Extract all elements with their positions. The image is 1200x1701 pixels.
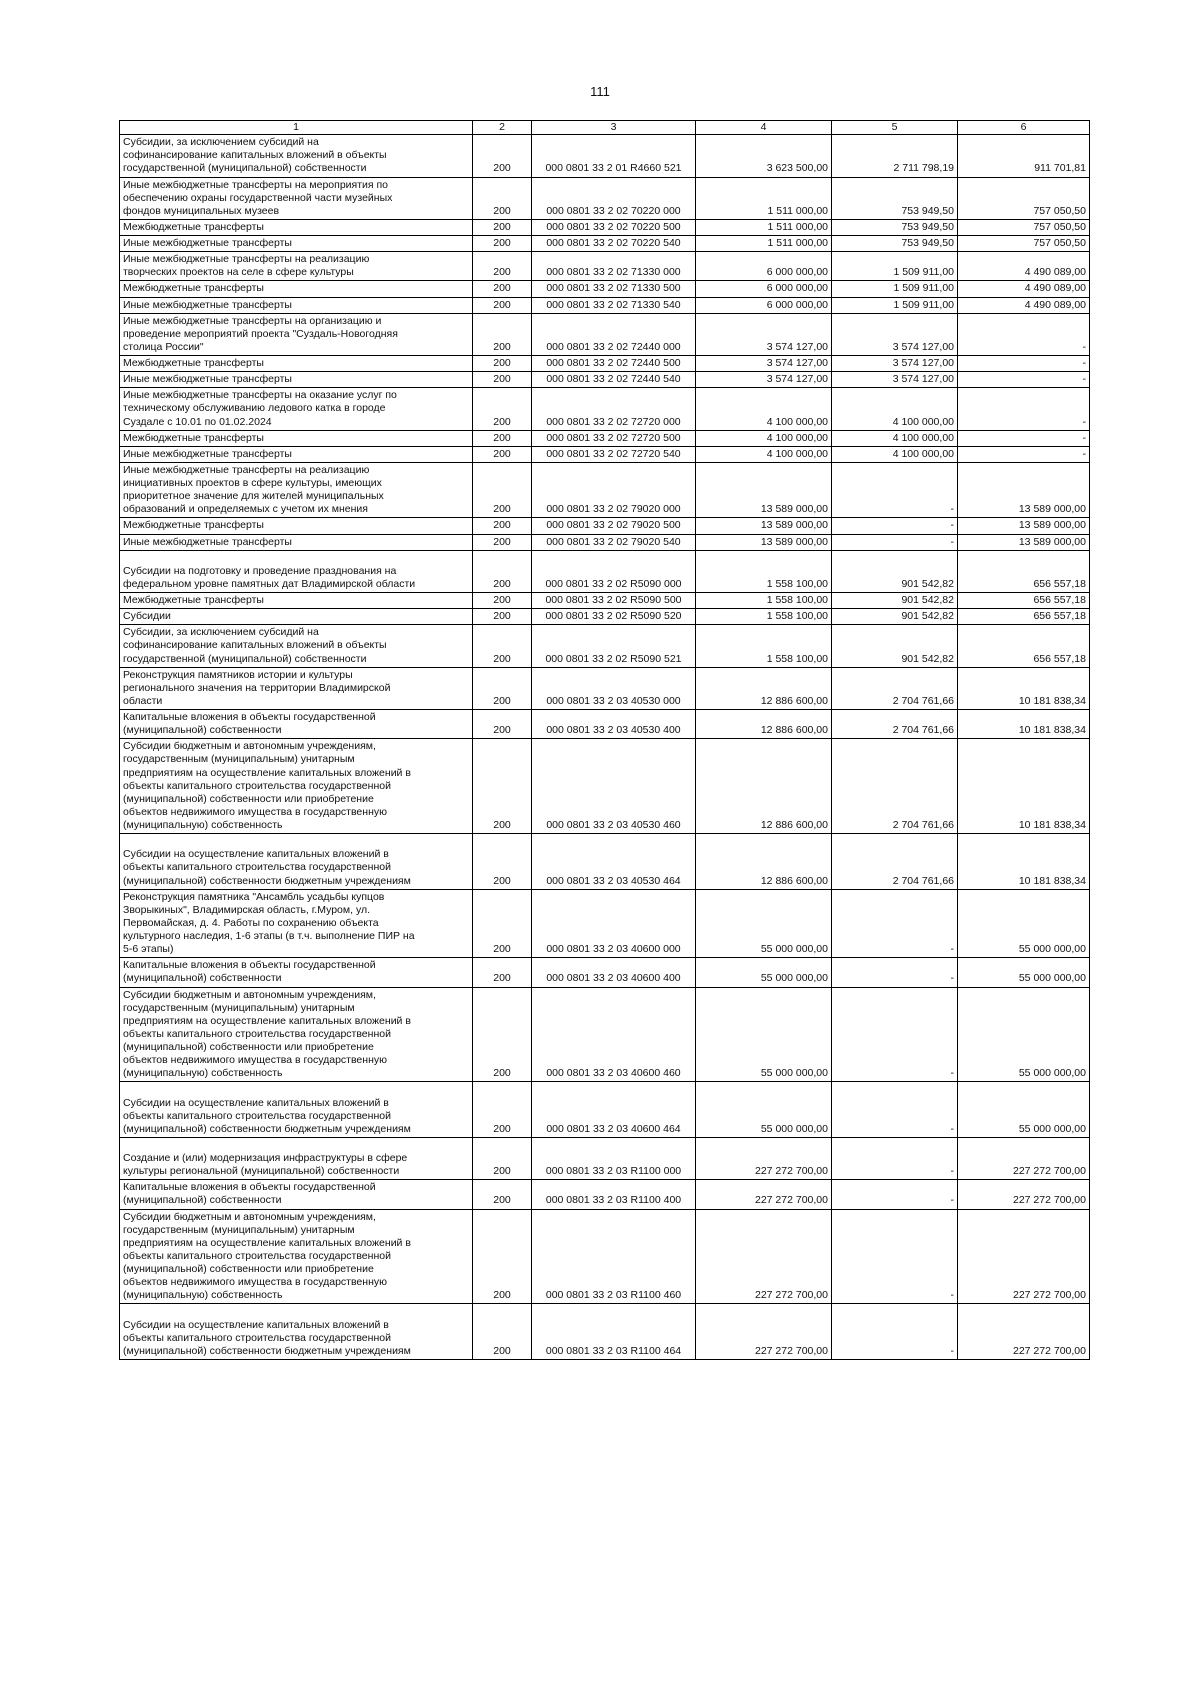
row-amount-plan-cell: 12 886 600,00 xyxy=(696,710,832,739)
row-name-cell: Иные межбюджетные трансферты на реализацию инициативных проектов в сфере культуры, имеющих приоритетное значение для жителей муниципальных образований и определяемых с учетом их мнения xyxy=(120,462,473,518)
table-row xyxy=(120,710,1090,739)
row-kbk-cell: 000 0801 33 2 02 72720 000 xyxy=(532,388,696,430)
row-amount-remaining-cell: 227 272 700,00 xyxy=(958,1304,1090,1360)
row-name-cell: Иные межбюджетные трансферты xyxy=(120,534,473,550)
row-name-cell: Субсидии на осуществление капитальных вложений в объекты капитального строительства государственной (муниципальной) собственности бюджетным учреждениям xyxy=(120,834,473,890)
row-kbk-cell: 000 0801 33 2 02 71330 540 xyxy=(532,297,696,313)
table-row xyxy=(120,177,1090,219)
row-amount-executed-cell: - xyxy=(832,1304,958,1360)
row-code-cell: 200 xyxy=(473,446,532,462)
row-amount-plan-cell: 1 511 000,00 xyxy=(696,219,832,235)
row-kbk-cell: 000 0801 33 2 02 R5090 520 xyxy=(532,609,696,625)
row-amount-remaining-cell: 4 490 089,00 xyxy=(958,297,1090,313)
table-row xyxy=(120,550,1090,592)
row-code-cell: 200 xyxy=(473,550,532,592)
table-row xyxy=(120,1304,1090,1360)
row-amount-executed-cell: 4 100 000,00 xyxy=(832,430,958,446)
row-code-cell: 200 xyxy=(473,518,532,534)
row-code-cell: 200 xyxy=(473,1304,532,1360)
table-row xyxy=(120,135,1090,177)
row-name-cell: Иные межбюджетные трансферты xyxy=(120,236,473,252)
row-amount-executed-cell: - xyxy=(832,987,958,1082)
row-code-cell: 200 xyxy=(473,462,532,518)
row-code-cell: 200 xyxy=(473,667,532,709)
row-amount-remaining-cell: 55 000 000,00 xyxy=(958,889,1090,958)
row-amount-remaining-cell: 227 272 700,00 xyxy=(958,1209,1090,1304)
row-amount-plan-cell: 227 272 700,00 xyxy=(696,1180,832,1209)
table-row xyxy=(120,1082,1090,1138)
row-amount-remaining-cell: - xyxy=(958,430,1090,446)
row-kbk-cell: 000 0801 33 2 02 70220 540 xyxy=(532,236,696,252)
row-code-cell: 200 xyxy=(473,710,532,739)
row-name-cell: Капитальные вложения в объекты государственной (муниципальной) собственности xyxy=(120,710,473,739)
row-amount-executed-cell: 2 704 761,66 xyxy=(832,667,958,709)
row-amount-executed-cell: 2 711 798,19 xyxy=(832,135,958,177)
row-name-cell: Иные межбюджетные трансферты на оказание услуг по техническому обслуживанию ледового катка в городе Суздале с 10.01 по 01.02.2024 xyxy=(120,388,473,430)
row-amount-remaining-cell: 13 589 000,00 xyxy=(958,462,1090,518)
row-code-cell: 200 xyxy=(473,177,532,219)
row-name-cell: Субсидии на осуществление капитальных вложений в объекты капитального строительства государственной (муниципальной) собственности бюджетным учреждениям xyxy=(120,1304,473,1360)
row-code-cell: 200 xyxy=(473,625,532,667)
row-code-cell: 200 xyxy=(473,609,532,625)
table-row xyxy=(120,388,1090,430)
row-amount-plan-cell: 227 272 700,00 xyxy=(696,1304,832,1360)
row-kbk-cell: 000 0801 33 2 02 71330 000 xyxy=(532,252,696,281)
header-cell: 3 xyxy=(532,121,696,135)
row-kbk-cell: 000 0801 33 2 03 40600 464 xyxy=(532,1082,696,1138)
row-kbk-cell: 000 0801 33 2 02 70220 500 xyxy=(532,219,696,235)
row-amount-remaining-cell: 4 490 089,00 xyxy=(958,281,1090,297)
row-amount-executed-cell: 2 704 761,66 xyxy=(832,834,958,890)
table-row xyxy=(120,1137,1090,1179)
row-kbk-cell: 000 0801 33 2 02 R5090 521 xyxy=(532,625,696,667)
row-kbk-cell: 000 0801 33 2 03 40600 000 xyxy=(532,889,696,958)
table-row xyxy=(120,236,1090,252)
row-amount-plan-cell: 227 272 700,00 xyxy=(696,1137,832,1179)
row-amount-remaining-cell: 10 181 838,34 xyxy=(958,834,1090,890)
row-amount-executed-cell: - xyxy=(832,462,958,518)
row-amount-executed-cell: 4 100 000,00 xyxy=(832,446,958,462)
row-amount-plan-cell: 3 574 127,00 xyxy=(696,372,832,388)
row-amount-plan-cell: 1 558 100,00 xyxy=(696,550,832,592)
row-amount-remaining-cell: 10 181 838,34 xyxy=(958,739,1090,834)
table-row xyxy=(120,609,1090,625)
row-kbk-cell: 000 0801 33 2 02 79020 500 xyxy=(532,518,696,534)
row-amount-executed-cell: 3 574 127,00 xyxy=(832,372,958,388)
row-name-cell: Субсидии на осуществление капитальных вложений в объекты капитального строительства государственной (муниципальной) собственности бюджетным учреждениям xyxy=(120,1082,473,1138)
row-amount-executed-cell: - xyxy=(832,1137,958,1179)
row-kbk-cell: 000 0801 33 2 03 40530 400 xyxy=(532,710,696,739)
row-name-cell: Иные межбюджетные трансферты xyxy=(120,446,473,462)
row-amount-plan-cell: 55 000 000,00 xyxy=(696,889,832,958)
row-amount-executed-cell: 901 542,82 xyxy=(832,593,958,609)
row-kbk-cell: 000 0801 33 2 03 R1100 000 xyxy=(532,1137,696,1179)
row-amount-plan-cell: 4 100 000,00 xyxy=(696,430,832,446)
table-row xyxy=(120,281,1090,297)
row-amount-remaining-cell: 10 181 838,34 xyxy=(958,710,1090,739)
row-amount-executed-cell: 4 100 000,00 xyxy=(832,388,958,430)
row-kbk-cell: 000 0801 33 2 02 72720 500 xyxy=(532,430,696,446)
row-amount-plan-cell: 1 558 100,00 xyxy=(696,625,832,667)
table-row xyxy=(120,1209,1090,1304)
row-amount-plan-cell: 4 100 000,00 xyxy=(696,446,832,462)
row-kbk-cell: 000 0801 33 2 03 40530 460 xyxy=(532,739,696,834)
row-amount-plan-cell: 3 574 127,00 xyxy=(696,313,832,355)
row-code-cell: 200 xyxy=(473,1137,532,1179)
row-kbk-cell: 000 0801 33 2 02 72720 540 xyxy=(532,446,696,462)
page-number: 111 xyxy=(590,84,610,99)
row-amount-plan-cell: 13 589 000,00 xyxy=(696,534,832,550)
table-row xyxy=(120,667,1090,709)
row-name-cell: Субсидии бюджетным и автономным учреждениям, государственным (муниципальным) унитарным предприятиям на осуществление капитальных вложений в объекты капитального строительства государственной (муниципальной) собственности или приобретение объектов недвижимого имущества в государственную (муниципальную) собственность xyxy=(120,1209,473,1304)
row-amount-executed-cell: 901 542,82 xyxy=(832,625,958,667)
row-code-cell: 200 xyxy=(473,534,532,550)
row-amount-remaining-cell: 55 000 000,00 xyxy=(958,958,1090,987)
table-row xyxy=(120,252,1090,281)
row-amount-executed-cell: 2 704 761,66 xyxy=(832,739,958,834)
table-row xyxy=(120,534,1090,550)
row-amount-remaining-cell: 55 000 000,00 xyxy=(958,987,1090,1082)
row-amount-executed-cell: - xyxy=(832,889,958,958)
row-amount-plan-cell: 12 886 600,00 xyxy=(696,834,832,890)
row-amount-remaining-cell: - xyxy=(958,388,1090,430)
table-row xyxy=(120,958,1090,987)
row-code-cell: 200 xyxy=(473,834,532,890)
row-amount-remaining-cell: 757 050,50 xyxy=(958,219,1090,235)
row-amount-plan-cell: 227 272 700,00 xyxy=(696,1209,832,1304)
row-amount-remaining-cell: - xyxy=(958,356,1090,372)
row-kbk-cell: 000 0801 33 2 02 71330 500 xyxy=(532,281,696,297)
row-amount-remaining-cell: - xyxy=(958,313,1090,355)
row-code-cell: 200 xyxy=(473,593,532,609)
row-amount-plan-cell: 55 000 000,00 xyxy=(696,987,832,1082)
row-name-cell: Капитальные вложения в объекты государственной (муниципальной) собственности xyxy=(120,1180,473,1209)
row-amount-executed-cell: 2 704 761,66 xyxy=(832,710,958,739)
row-code-cell: 200 xyxy=(473,430,532,446)
table-row xyxy=(120,219,1090,235)
row-code-cell: 200 xyxy=(473,356,532,372)
row-code-cell: 200 xyxy=(473,889,532,958)
row-amount-executed-cell: 1 509 911,00 xyxy=(832,252,958,281)
header-cell: 5 xyxy=(832,121,958,135)
row-amount-executed-cell: 1 509 911,00 xyxy=(832,297,958,313)
row-amount-executed-cell: 3 574 127,00 xyxy=(832,356,958,372)
row-kbk-cell: 000 0801 33 2 03 40530 000 xyxy=(532,667,696,709)
table-row xyxy=(120,625,1090,667)
row-amount-remaining-cell: 10 181 838,34 xyxy=(958,667,1090,709)
row-amount-plan-cell: 13 589 000,00 xyxy=(696,462,832,518)
row-amount-plan-cell: 55 000 000,00 xyxy=(696,1082,832,1138)
row-kbk-cell: 000 0801 33 2 02 R5090 500 xyxy=(532,593,696,609)
row-amount-executed-cell: 3 574 127,00 xyxy=(832,313,958,355)
row-amount-plan-cell: 13 589 000,00 xyxy=(696,518,832,534)
header-row xyxy=(120,121,1090,135)
header-cell: 6 xyxy=(958,121,1090,135)
row-name-cell: Межбюджетные трансферты xyxy=(120,281,473,297)
table-row xyxy=(120,356,1090,372)
row-code-cell: 200 xyxy=(473,236,532,252)
row-code-cell: 200 xyxy=(473,252,532,281)
row-kbk-cell: 000 0801 33 2 03 40600 460 xyxy=(532,987,696,1082)
row-name-cell: Реконструкция памятника "Ансамбль усадьбы купцов Зворыкиных", Владимирская область, г.Муром, ул. Первомайская, д. 4. Работы по сохранению объекта культурного наследия, 1-6 этапы (в т.ч. выполнение ПИР на 5-6 этапы) xyxy=(120,889,473,958)
row-name-cell: Субсидии, за исключением субсидий на софинансирование капитальных вложений в объекты государственной (муниципальной) собственности xyxy=(120,625,473,667)
row-name-cell: Реконструкция памятников истории и культуры регионального значения на территории Владимирской области xyxy=(120,667,473,709)
table-row xyxy=(120,313,1090,355)
row-amount-plan-cell: 12 886 600,00 xyxy=(696,739,832,834)
row-name-cell: Субсидии, за исключением субсидий на софинансирование капитальных вложений в объекты государственной (муниципальной) собственности xyxy=(120,135,473,177)
row-amount-remaining-cell: 4 490 089,00 xyxy=(958,252,1090,281)
row-amount-executed-cell: 901 542,82 xyxy=(832,609,958,625)
row-name-cell: Межбюджетные трансферты xyxy=(120,518,473,534)
table-row xyxy=(120,518,1090,534)
row-amount-remaining-cell: - xyxy=(958,372,1090,388)
row-amount-plan-cell: 6 000 000,00 xyxy=(696,281,832,297)
row-amount-plan-cell: 3 574 127,00 xyxy=(696,356,832,372)
table-row xyxy=(120,593,1090,609)
row-code-cell: 200 xyxy=(473,135,532,177)
row-name-cell: Капитальные вложения в объекты государственной (муниципальной) собственности xyxy=(120,958,473,987)
table-row xyxy=(120,462,1090,518)
row-name-cell: Иные межбюджетные трансферты на реализацию творческих проектов на селе в сфере культуры xyxy=(120,252,473,281)
row-amount-remaining-cell: 656 557,18 xyxy=(958,625,1090,667)
row-kbk-cell: 000 0801 33 2 01 R4660 521 xyxy=(532,135,696,177)
row-name-cell: Субсидии на подготовку и проведение празднования на федеральном уровне памятных дат Владимирской области xyxy=(120,550,473,592)
row-code-cell: 200 xyxy=(473,739,532,834)
row-amount-plan-cell: 6 000 000,00 xyxy=(696,252,832,281)
row-amount-executed-cell: - xyxy=(832,1180,958,1209)
row-amount-plan-cell: 3 623 500,00 xyxy=(696,135,832,177)
row-amount-remaining-cell: 656 557,18 xyxy=(958,550,1090,592)
row-amount-plan-cell: 1 511 000,00 xyxy=(696,177,832,219)
row-code-cell: 200 xyxy=(473,388,532,430)
table-row xyxy=(120,297,1090,313)
row-name-cell: Межбюджетные трансферты xyxy=(120,430,473,446)
row-amount-plan-cell: 6 000 000,00 xyxy=(696,297,832,313)
header-cell: 4 xyxy=(696,121,832,135)
table-row xyxy=(120,834,1090,890)
row-kbk-cell: 000 0801 33 2 03 40600 400 xyxy=(532,958,696,987)
row-code-cell: 200 xyxy=(473,1209,532,1304)
row-name-cell: Создание и (или) модернизация инфраструктуры в сфере культуры региональной (муниципальной) собственности xyxy=(120,1137,473,1179)
row-amount-executed-cell: 753 949,50 xyxy=(832,236,958,252)
row-name-cell: Субсидии xyxy=(120,609,473,625)
row-amount-remaining-cell: 757 050,50 xyxy=(958,236,1090,252)
row-name-cell: Межбюджетные трансферты xyxy=(120,219,473,235)
row-code-cell: 200 xyxy=(473,958,532,987)
row-amount-executed-cell: 1 509 911,00 xyxy=(832,281,958,297)
row-amount-plan-cell: 12 886 600,00 xyxy=(696,667,832,709)
row-amount-plan-cell: 4 100 000,00 xyxy=(696,388,832,430)
row-kbk-cell: 000 0801 33 2 02 72440 500 xyxy=(532,356,696,372)
row-amount-remaining-cell: 55 000 000,00 xyxy=(958,1082,1090,1138)
row-kbk-cell: 000 0801 33 2 02 R5090 000 xyxy=(532,550,696,592)
row-amount-remaining-cell: 13 589 000,00 xyxy=(958,518,1090,534)
row-amount-executed-cell: 901 542,82 xyxy=(832,550,958,592)
table-row xyxy=(120,739,1090,834)
row-code-cell: 200 xyxy=(473,372,532,388)
table-row xyxy=(120,987,1090,1082)
row-name-cell: Иные межбюджетные трансферты xyxy=(120,297,473,313)
table-row xyxy=(120,446,1090,462)
table-row xyxy=(120,430,1090,446)
row-code-cell: 200 xyxy=(473,297,532,313)
header-cell: 2 xyxy=(473,121,532,135)
row-amount-plan-cell: 1 558 100,00 xyxy=(696,593,832,609)
row-amount-remaining-cell: - xyxy=(958,446,1090,462)
row-amount-executed-cell: 753 949,50 xyxy=(832,177,958,219)
row-amount-executed-cell: 753 949,50 xyxy=(832,219,958,235)
row-amount-executed-cell: - xyxy=(832,1082,958,1138)
row-amount-executed-cell: - xyxy=(832,1209,958,1304)
row-kbk-cell: 000 0801 33 2 02 72440 540 xyxy=(532,372,696,388)
table-row xyxy=(120,889,1090,958)
row-kbk-cell: 000 0801 33 2 03 40530 464 xyxy=(532,834,696,890)
row-amount-executed-cell: - xyxy=(832,534,958,550)
row-name-cell: Иные межбюджетные трансферты xyxy=(120,372,473,388)
row-amount-remaining-cell: 13 589 000,00 xyxy=(958,534,1090,550)
row-code-cell: 200 xyxy=(473,281,532,297)
row-amount-remaining-cell: 656 557,18 xyxy=(958,593,1090,609)
row-name-cell: Иные межбюджетные трансферты на организацию и проведение мероприятий проекта "Суздаль-Новогодняя столица России" xyxy=(120,313,473,355)
row-code-cell: 200 xyxy=(473,987,532,1082)
row-amount-remaining-cell: 227 272 700,00 xyxy=(958,1137,1090,1179)
row-amount-executed-cell: - xyxy=(832,958,958,987)
budget-table xyxy=(119,120,1090,1360)
row-amount-remaining-cell: 757 050,50 xyxy=(958,177,1090,219)
row-code-cell: 200 xyxy=(473,313,532,355)
row-kbk-cell: 000 0801 33 2 02 79020 000 xyxy=(532,462,696,518)
header-cell: 1 xyxy=(120,121,473,135)
row-name-cell: Межбюджетные трансферты xyxy=(120,356,473,372)
row-code-cell: 200 xyxy=(473,1082,532,1138)
row-amount-remaining-cell: 227 272 700,00 xyxy=(958,1180,1090,1209)
row-amount-plan-cell: 1 558 100,00 xyxy=(696,609,832,625)
row-kbk-cell: 000 0801 33 2 02 70220 000 xyxy=(532,177,696,219)
row-name-cell: Иные межбюджетные трансферты на мероприятия по обеспечению охраны государственной части музейных фондов муниципальных музеев xyxy=(120,177,473,219)
row-code-cell: 200 xyxy=(473,1180,532,1209)
row-amount-plan-cell: 55 000 000,00 xyxy=(696,958,832,987)
row-kbk-cell: 000 0801 33 2 03 R1100 400 xyxy=(532,1180,696,1209)
row-code-cell: 200 xyxy=(473,219,532,235)
table-row xyxy=(120,1180,1090,1209)
row-kbk-cell: 000 0801 33 2 02 72440 000 xyxy=(532,313,696,355)
row-name-cell: Межбюджетные трансферты xyxy=(120,593,473,609)
row-kbk-cell: 000 0801 33 2 03 R1100 464 xyxy=(532,1304,696,1360)
row-kbk-cell: 000 0801 33 2 03 R1100 460 xyxy=(532,1209,696,1304)
row-amount-remaining-cell: 911 701,81 xyxy=(958,135,1090,177)
row-amount-executed-cell: - xyxy=(832,518,958,534)
row-amount-remaining-cell: 656 557,18 xyxy=(958,609,1090,625)
row-amount-plan-cell: 1 511 000,00 xyxy=(696,236,832,252)
row-name-cell: Субсидии бюджетным и автономным учреждениям, государственным (муниципальным) унитарным предприятиям на осуществление капитальных вложений в объекты капитального строительства государственной (муниципальной) собственности или приобретение объектов недвижимого имущества в государственную (муниципальную) собственность xyxy=(120,987,473,1082)
table-row xyxy=(120,372,1090,388)
row-name-cell: Субсидии бюджетным и автономным учреждениям, государственным (муниципальным) унитарным предприятиям на осуществление капитальных вложений в объекты капитального строительства государственной (муниципальной) собственности или приобретение объектов недвижимого имущества в государственную (муниципальную) собственность xyxy=(120,739,473,834)
row-kbk-cell: 000 0801 33 2 02 79020 540 xyxy=(532,534,696,550)
